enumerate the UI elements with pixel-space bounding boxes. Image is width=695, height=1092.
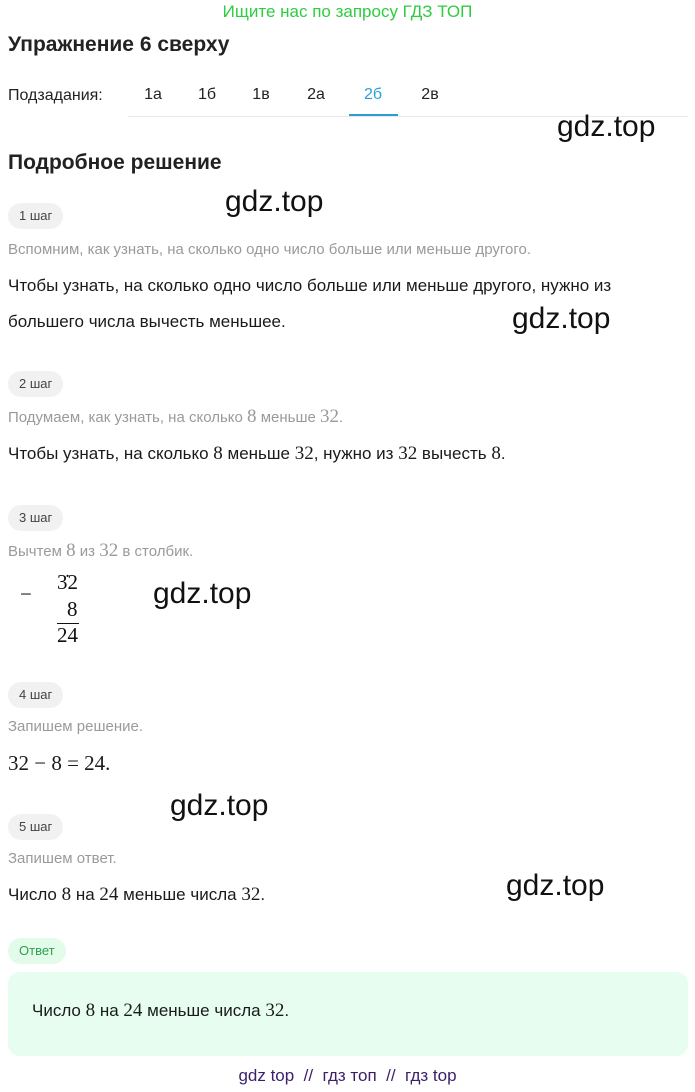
text-part: , нужно из — [313, 444, 399, 463]
tab-2b[interactable]: 2б — [363, 86, 383, 103]
step-text: Чтобы узнать, на сколько одно число больше или меньше другого, нужно из — [8, 276, 612, 295]
answer-badge: Ответ — [8, 938, 66, 964]
hint-part: в столбик. — [118, 543, 194, 560]
step-text — [8, 877, 265, 913]
watermark: gdz.top — [557, 110, 656, 143]
number: 8 — [66, 540, 76, 561]
tab-1v[interactable]: 1в — [252, 86, 270, 103]
text-part: меньше числа — [118, 885, 242, 904]
equation: 32 − 8 = 24. — [8, 751, 111, 775]
subtasks-label: Подзадания: — [8, 87, 103, 104]
step-hint: Запишем ответ. — [8, 850, 117, 867]
column-minuend: 3̇2 — [57, 570, 78, 594]
text-part: . — [260, 885, 266, 904]
text-part: Чтобы узнать, на сколько — [8, 444, 214, 463]
text-part: меньше — [222, 444, 295, 463]
minus-sign: − — [20, 582, 32, 606]
step-hint — [8, 406, 343, 428]
watermark: gdz.top — [170, 789, 269, 822]
number: 8 — [247, 406, 257, 427]
step-text: большего числа вычесть меньшее. — [8, 312, 286, 331]
step-hint — [8, 540, 193, 562]
step-badge: 3 шаг — [8, 505, 63, 531]
number: 32 — [398, 443, 418, 464]
step-hint: Вспомним, как узнать, на сколько одно число больше или меньше другого. — [8, 241, 532, 258]
step-badge: 2 шаг — [8, 371, 63, 397]
number: 32 — [294, 443, 314, 464]
step-badge: 1 шаг — [8, 203, 63, 229]
footer-links[interactable]: gdz top // гдз топ // гдз top — [238, 1066, 457, 1085]
number: 8 — [85, 1000, 96, 1021]
page-title: Упражнение 6 сверху — [8, 33, 230, 56]
step-badge: 5 шаг — [8, 814, 63, 840]
tab-2v[interactable]: 2в — [421, 86, 439, 103]
hint-part: меньше — [256, 409, 320, 426]
promo-link[interactable]: Ищите нас по запросу ГДЗ ТОП — [222, 2, 473, 21]
number: 32 — [241, 884, 261, 905]
tab-1b[interactable]: 1б — [197, 86, 217, 103]
column-subtrahend: 8 — [67, 597, 78, 621]
step-text — [8, 436, 506, 472]
watermark: gdz.top — [506, 869, 605, 902]
text-part: меньше числа — [142, 1001, 266, 1020]
number: 32 — [265, 1000, 285, 1021]
hint-part: из — [75, 543, 100, 560]
number: 8 — [61, 884, 72, 905]
active-tab-indicator — [349, 114, 398, 116]
answer-box — [8, 972, 688, 1056]
text-part: . — [500, 444, 506, 463]
number: 8 — [491, 443, 501, 464]
hint-part: Подумаем, как узнать, на сколько — [8, 409, 248, 426]
solution-heading: Подробное решение — [8, 151, 222, 174]
number: 8 — [213, 443, 223, 464]
answer-text — [32, 1000, 289, 1022]
number: 32 — [99, 540, 119, 561]
watermark: gdz.top — [512, 302, 611, 335]
watermark: gdz.top — [225, 185, 324, 218]
text-part: вычесть — [417, 444, 492, 463]
text-part: Число — [32, 1001, 86, 1020]
tab-1a[interactable]: 1а — [144, 86, 162, 103]
hint-part: Вычтем — [8, 543, 67, 560]
number: 24 — [123, 1000, 143, 1021]
number: 32 — [320, 406, 339, 427]
text-part: . — [284, 1001, 290, 1020]
text-part: на — [71, 885, 100, 904]
text-part: Число — [8, 885, 62, 904]
hint-part: . — [339, 409, 344, 426]
column-result: 24 — [57, 623, 78, 647]
step-hint: Запишем решение. — [8, 718, 143, 735]
number: 24 — [99, 884, 119, 905]
watermark: gdz.top — [153, 577, 252, 610]
tab-2a[interactable]: 2а — [307, 86, 325, 103]
step-badge: 4 шаг — [8, 682, 63, 708]
text-part: на — [95, 1001, 124, 1020]
